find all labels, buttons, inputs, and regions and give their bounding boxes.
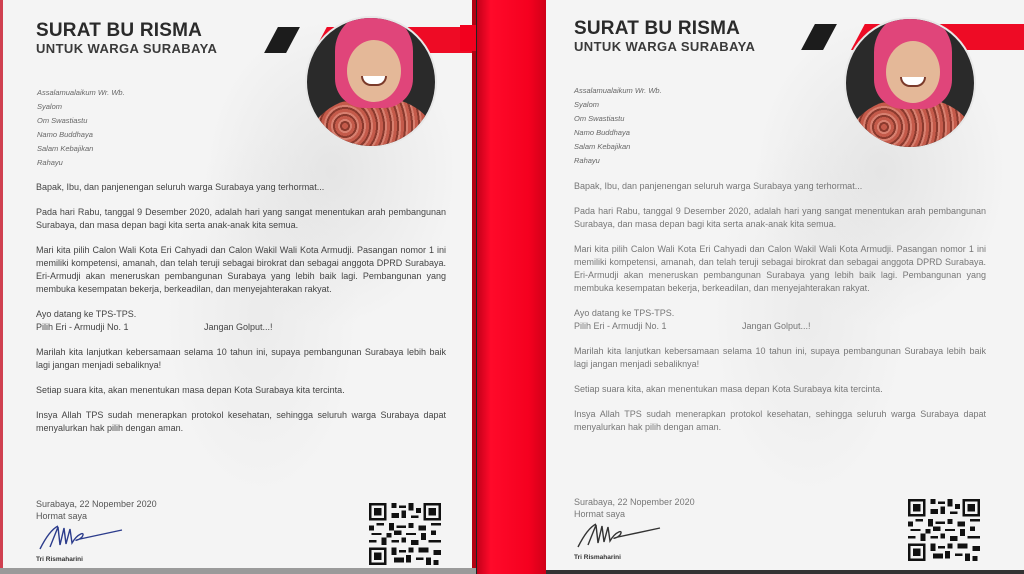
signature-icon bbox=[36, 523, 126, 551]
letter-opening: Bapak, Ibu, dan panjenengan seluruh warga Surabaya yang terhormat... bbox=[36, 182, 325, 192]
letter-body bbox=[36, 181, 446, 447]
letter-header bbox=[574, 18, 755, 54]
signer-name: Tri Rismaharini bbox=[36, 556, 83, 563]
cta-no-abstain: Jangan Golput...! bbox=[742, 321, 811, 331]
letter-paragraph: Pada hari Rabu, tanggal 9 Desember 2020, adalah hari yang sangat menentukan arah pembangunan Surabaya, dan masa depan bagi kita serta anak-anak kita semua. bbox=[574, 206, 986, 229]
greeting-line: Om Swastiastu bbox=[37, 116, 88, 125]
cta-line: Ayo datang ke TPS-TPS. bbox=[36, 309, 137, 319]
signature-block bbox=[36, 498, 157, 566]
closing: Hormat saya bbox=[574, 509, 626, 519]
greeting-line: Rahayu bbox=[574, 156, 600, 165]
letter-page-left bbox=[0, 0, 476, 574]
bottom-edge-right bbox=[546, 570, 1024, 574]
greeting-line: Om Swastiastu bbox=[574, 114, 625, 123]
letter-paragraph: Mari kita pilih Calon Wali Kota Eri Cahyadi dan Calon Wakil Wali Kota Armudji. Pasangan nomor 1 ini memiliki kompetensi, amanah, dan telah teruji sebagai birokrat dan sebagai anggota DPRD Surabaya. Eri-Armudji akan meneruskan pembangunan Surabaya yang lebih baik lagi. Pembangunan yang membuka kesempatan bekerja, berkeadilan, dan menyejahterakan rakyat. bbox=[36, 245, 446, 294]
greeting-line: Salam Kebajikan bbox=[574, 142, 631, 151]
call-to-action bbox=[36, 308, 446, 334]
letter-title: SURAT BU RISMA bbox=[36, 20, 203, 41]
greeting-line: Syalom bbox=[37, 102, 63, 111]
signature-icon bbox=[574, 521, 664, 549]
letter-paragraph: Marilah kita lanjutkan kebersamaan selama 10 tahun ini, supaya pembangunan Surabaya lebih baik lagi jangan menjadi sebaliknya! bbox=[574, 346, 986, 369]
cta-vote: Pilih Eri - Armudji No. 1 bbox=[36, 322, 129, 332]
cta-vote: Pilih Eri - Armudji No. 1 bbox=[574, 321, 667, 331]
greeting-line: Namo Buddhaya bbox=[574, 128, 630, 137]
letter-body bbox=[574, 180, 986, 446]
greeting-line: Assalamualaikum Wr. Wb. bbox=[37, 88, 125, 97]
call-to-action bbox=[574, 307, 986, 333]
cta-no-abstain: Jangan Golput...! bbox=[204, 322, 273, 332]
greetings-list bbox=[574, 84, 662, 168]
greeting-line: Assalamualaikum Wr. Wb. bbox=[574, 86, 662, 95]
cta-line: Ayo datang ke TPS-TPS. bbox=[574, 308, 675, 318]
letter-header bbox=[36, 20, 217, 56]
signer-name: Tri Rismaharini bbox=[574, 554, 621, 561]
qr-code-icon[interactable] bbox=[369, 503, 441, 565]
letter-paragraph: Setiap suara kita, akan menentukan masa depan Kota Surabaya kita tercinta. bbox=[36, 385, 345, 395]
portrait-face bbox=[886, 41, 940, 103]
greeting-line: Rahayu bbox=[37, 158, 63, 167]
letter-paragraph: Setiap suara kita, akan menentukan masa depan Kota Surabaya kita tercinta. bbox=[574, 384, 883, 394]
letter-page-right bbox=[546, 0, 1024, 574]
closing: Hormat saya bbox=[36, 511, 88, 521]
letter-subtitle: UNTUK WARGA SURABAYA bbox=[574, 39, 756, 54]
place-date: Surabaya, 22 Nopember 2020 bbox=[574, 497, 695, 507]
red-band-stub bbox=[460, 25, 476, 51]
qr-code-icon[interactable] bbox=[908, 499, 980, 561]
letter-title: SURAT BU RISMA bbox=[574, 18, 741, 39]
letter-paragraph: Marilah kita lanjutkan kebersamaan selama 10 tahun ini, supaya pembangunan Surabaya lebih baik lagi jangan menjadi sebaliknya! bbox=[36, 347, 446, 370]
portrait-photo bbox=[305, 16, 437, 148]
letter-subtitle: UNTUK WARGA SURABAYA bbox=[36, 41, 218, 56]
letter-paragraph: Pada hari Rabu, tanggal 9 Desember 2020, adalah hari yang sangat menentukan arah pembangunan Surabaya, dan masa depan bagi kita serta anak-anak kita semua. bbox=[36, 207, 446, 230]
greeting-line: Namo Buddhaya bbox=[37, 130, 93, 139]
signature-block bbox=[574, 496, 695, 564]
letter-paragraph: Insya Allah TPS sudah menerapkan protokol kesehatan, sehingga seluruh warga Surabaya dapat menyalurkan hak pilih dengan aman. bbox=[574, 409, 986, 432]
bottom-edge-left bbox=[0, 568, 476, 574]
black-stripe-decoration bbox=[801, 24, 837, 50]
black-stripe-decoration bbox=[264, 27, 300, 53]
greetings-list bbox=[37, 86, 125, 170]
letter-opening: Bapak, Ibu, dan panjenengan seluruh warga Surabaya yang terhormat... bbox=[574, 181, 863, 191]
letter-paragraph: Mari kita pilih Calon Wali Kota Eri Cahyadi dan Calon Wakil Wali Kota Armudji. Pasangan nomor 1 ini memiliki kompetensi, amanah, dan telah teruji sebagai birokrat dan sebagai anggota DPRD Surabaya. Eri-Armudji akan meneruskan pembangunan Surabaya yang lebih baik lagi. Pembangunan yang membuka kesempatan bekerja, berkeadilan, dan menyejahterakan rakyat. bbox=[574, 244, 986, 293]
portrait-photo bbox=[844, 17, 976, 149]
portrait-face bbox=[347, 40, 401, 102]
greeting-line: Salam Kebajikan bbox=[37, 144, 94, 153]
red-vertical-band bbox=[476, 0, 546, 574]
greeting-line: Syalom bbox=[574, 100, 600, 109]
letter-paragraph: Insya Allah TPS sudah menerapkan protokol kesehatan, sehingga seluruh warga Surabaya dapat menyalurkan hak pilih dengan aman. bbox=[36, 410, 446, 433]
place-date: Surabaya, 22 Nopember 2020 bbox=[36, 499, 157, 509]
